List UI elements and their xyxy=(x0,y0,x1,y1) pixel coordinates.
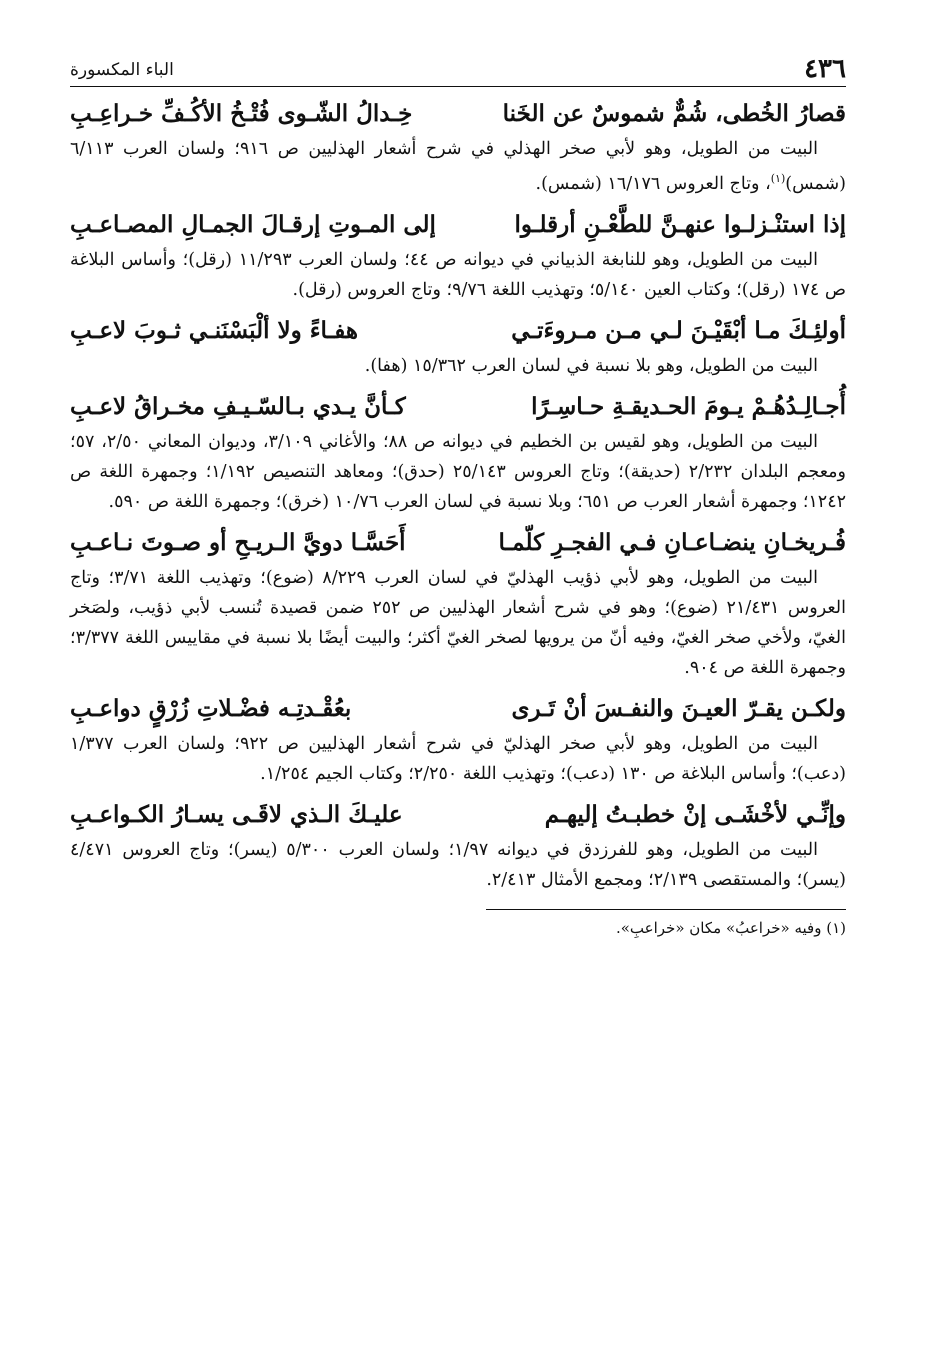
page-number: ٤٣٦ xyxy=(804,54,846,84)
verse-line xyxy=(70,691,846,727)
second-hemistich: إلى المـوتِ إرقـالَ الجمـالِ المصـاعـبِ xyxy=(70,210,436,238)
first-hemistich: إذا استنْـزلـوا عنهـنَّ للطَّعْـنِ أرقلـوا xyxy=(514,210,846,238)
verse-description: البيت من الطويل، وهو للنابغة الذبياني في ديوانه ص ٤٤؛ ولسان العرب ١١/٢٩٣ (رقل)؛ وأساس البلاغة ص ١٧٤ (رقل)؛ وكتاب العين ٥/١٤٠؛ وتهذيب اللغة ٩/٧٦؛ وتاج العروس (رقل). xyxy=(70,249,846,300)
verse-entry-4 xyxy=(70,389,846,517)
verse-description xyxy=(70,134,846,199)
verse-line xyxy=(70,96,846,132)
footnote-1: (١) وفيه «خراعبُ» مكان «خراعبِ». xyxy=(615,918,846,937)
verse-entry-1 xyxy=(70,96,846,199)
book-page xyxy=(70,50,846,940)
first-hemistich: فُـريخـانِ ينضـاعـانِ فـي الفجـرِ كلّمـا xyxy=(498,528,846,556)
verse-entry-5 xyxy=(70,525,846,683)
verse-line xyxy=(70,207,846,243)
page-header xyxy=(70,50,846,86)
verse-entry-3 xyxy=(70,313,846,381)
verse-entry-2 xyxy=(70,207,846,305)
description-text: البيت من الطويل، وهو لأبي صخر الهذلي في شرح أشعار الهذليين ص ٩١٦؛ ولسان العرب ٦/١١٣ (شمس) xyxy=(70,139,846,194)
second-hemistich: أَحَسَّـا دويَّ الـريـحِ أو صـوتَ نـاعـبِ xyxy=(70,528,406,556)
first-hemistich: قصارُ الخُطى، شُمٌّ شموسٌ عن الخَنا xyxy=(502,100,846,127)
verse-description: البيت من الطويل، وهو لأبي صخر الهذليّ في شرح أشعار الهذليين ص ٩٢٢؛ ولسان العرب ١/٣٧٧ (دعب)؛ وأساس البلاغة ص ١٣٠ (دعب)؛ وتهذيب اللغة ٢/٢٥٠؛ وكتاب الجيم ١/٢٥٤. xyxy=(70,733,846,784)
first-hemistich: أُجـالِـدُهُـمْ يـومَ الحـديقـةِ حـاسِـرًا xyxy=(531,392,846,420)
verse-line xyxy=(70,389,846,425)
verse-description: البيت من الطويل، وهو للفرزدق في ديوانه ١/٩٧؛ ولسان العرب ٥/٣٠٠ (يسر)؛ وتاج العروس ٤/٤٧١ (يسر)؛ والمستقصى ٢/١٣٩؛ ومجمع الأمثال ٢/٤١٣. xyxy=(70,839,846,890)
description-text-tail: ، وتاج العروس ١٦/١٧٦ (شمس). xyxy=(535,173,771,194)
verse-line xyxy=(70,525,846,561)
footnote-rule xyxy=(486,909,846,910)
header-rule xyxy=(70,86,846,87)
verse-entry-6 xyxy=(70,691,846,789)
footnotes xyxy=(70,916,846,940)
footnote-marker[interactable]: (١) xyxy=(770,172,786,185)
running-title: الباء المكسورة xyxy=(70,60,174,80)
verse-description: البيت من الطويل، وهو بلا نسبة في لسان العرب ١٥/٣٦٢ (هفا). xyxy=(364,355,818,376)
first-hemistich: أولئِـكَ مـا أبْقَيْـنَ لـي مـن مـروءَتـي xyxy=(511,316,846,344)
page-content xyxy=(70,96,846,940)
first-hemistich: ولكـن يقـرّ العيـنَ والنفـسَ أنْ تَـرى xyxy=(511,694,846,722)
second-hemistich: خِـدالُ الشّـوى فُتْـخُ الأكُـفِّ خـراعِـبِ xyxy=(70,100,413,127)
verse-description: البيت من الطويل، وهو لقيس بن الخطيم في ديوانه ص ٨٨؛ والأغاني ٣/١٠٩، وديوان المعاني ٢/٥٠، ٥٧؛ ومعجم البلدان ٢/٢٣٢ (حديقة)؛ وتاج العروس ٢٥/١٤٣ (حدق)؛ ومعاهد التنصيص ١/١٩٢؛ وجمهرة اللغة ص ١٢٤٢؛ وجمهرة أشعار العرب ص ٦٥١؛ وبلا نسبة في لسان العرب ١٠/٧٦ (خرق)؛ وجمهرة اللغة ص ٥٩٠. xyxy=(70,431,846,512)
second-hemistich: عليـكَ الـذي لاقَـى يسـارُ الكـواعـبِ xyxy=(70,800,403,828)
second-hemistich: بعُقْـدتِـه فضْـلاتِ زُرْقٍ دواعـبِ xyxy=(70,694,352,722)
second-hemistich: كـأنَّ يـدي بـالسّـيـفِ مخـراقُ لاعـبِ xyxy=(70,392,406,420)
verse-line xyxy=(70,313,846,349)
verse-description: البيت من الطويل، وهو لأبي ذؤيب الهذليّ في لسان العرب ٨/٢٢٩ (ضوع)؛ وتهذيب اللغة ٣/٧١؛ وتاج العروس ٢١/٤٣١ (ضوع)؛ وهو في شرح أشعار الهذليين ص ٢٥٢ ضمن قصيدة تُنسب لأبي ذؤيب، ولصَخر الغيّ، ولأخي صخر الغيّ، وفيه أنّ من يرويها لصخر الغيّ أكثر؛ والبيت أيضًا بلا نسبة في مقاييس اللغة ٣/٣٧٧؛ وجمهرة اللغة ص ٩٠٤. xyxy=(70,567,847,678)
first-hemistich: وإنِّـي لأخْشَـى إنْ خطبـتُ إليهـم xyxy=(544,800,846,828)
second-hemistich: هفـاءً ولا ألْبَسْنَنـي ثـوبَ لاعـبِ xyxy=(70,316,359,344)
verse-line xyxy=(70,797,846,833)
verse-entry-7 xyxy=(70,797,846,895)
